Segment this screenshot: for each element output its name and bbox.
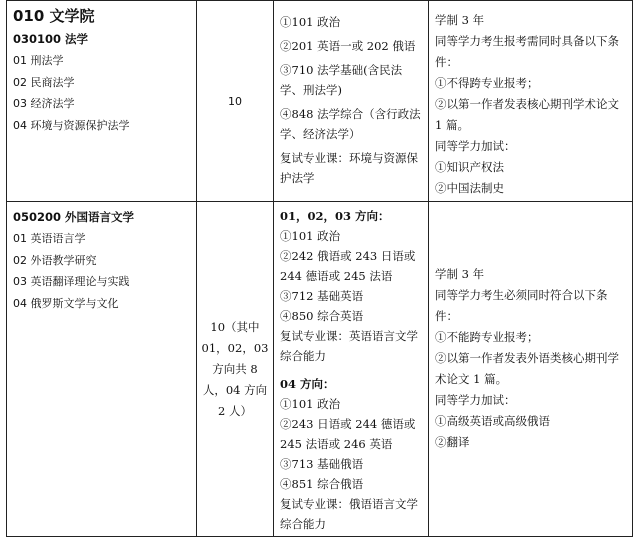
exam-item: ③712 基础英语 (280, 289, 364, 303)
note-line: 同等学力加试： (435, 393, 516, 407)
note-line: 学制 3 年 (435, 267, 485, 281)
note-line: ①不得跨专业报考； (435, 76, 539, 90)
direction-item: 03 英语翻译理论与实践 (13, 275, 130, 288)
major-name: 030100 法学 (13, 32, 89, 46)
direction-item: 02 外语教学研究 (13, 253, 97, 267)
direction-item: 04 俄罗斯文学与文化 (13, 296, 119, 310)
notes-cell (429, 1, 633, 202)
exam-group-title: 01，02，03 方向： (280, 209, 390, 223)
exam-item: ①101 政治 (280, 397, 341, 411)
quota-cell: 10（其中 01，02，03 方向共 8 人，04 方向 2 人） (197, 202, 274, 537)
note-line: ②中国法制史 (435, 181, 504, 195)
note-line: ②以第一作者发表外语类核心期刊学术论文 1 篇。 (435, 351, 619, 386)
quota-cell: 10 (197, 1, 274, 202)
note-line: ①不能跨专业报考； (435, 330, 539, 344)
table-row (7, 202, 633, 537)
note-line: ①高级英语或高级俄语 (435, 414, 550, 428)
note-line: 同等学力加试： (435, 139, 516, 153)
exam-item: ②243 日语或 244 德语或 245 法语或 246 英语 (280, 417, 416, 451)
exam-cell (274, 1, 429, 202)
exam-item: ②242 俄语或 243 日语或 244 德语或 245 法语 (280, 249, 416, 283)
direction-item: 01 英语语言学 (13, 232, 86, 245)
note-line: 同等学力考生必须同时符合以下条件： (435, 288, 608, 323)
exam-item: ①101 政治 (280, 229, 341, 243)
direction-item: 01 刑法学 (13, 54, 64, 67)
note-line: ②以第一作者发表核心期刊学术论文 1 篇。 (435, 97, 619, 132)
exam-group-title: 04 方向： (280, 377, 335, 391)
note-line: ①知识产权法 (435, 160, 504, 174)
exam-item: 复试专业课：环境与资源保护法学 (280, 151, 418, 185)
direction-item: 03 经济法学 (13, 97, 75, 110)
exam-item: ④848 法学综合（含行政法学、经济法学） (280, 107, 421, 141)
major-cell (7, 1, 197, 202)
note-line: 同等学力考生报考需同时具备以下条件： (435, 34, 619, 69)
major-name: 050200 外国语言文学 (13, 210, 135, 224)
exam-item: ④850 综合英语 (280, 309, 364, 323)
exam-item: ①101 政治 (280, 15, 341, 29)
note-line: 学制 3 年 (435, 13, 485, 27)
exam-cell (274, 202, 429, 537)
exam-item: ③713 基础俄语 (280, 457, 364, 471)
exam-item: ②201 英语一或 202 俄语 (280, 39, 416, 53)
exam-item: ③710 法学基础(含民法学、刑法学) (280, 63, 403, 97)
notes-cell (429, 202, 633, 537)
exam-item: 复试专业课：英语语言文学综合能力 (280, 329, 418, 363)
exam-item: ④851 综合俄语 (280, 477, 364, 491)
major-cell (7, 202, 197, 537)
enrollment-table (6, 0, 633, 537)
college-title: 010 文学院 (13, 7, 95, 25)
exam-item: 复试专业课：俄语语言文学综合能力 (280, 497, 418, 531)
direction-item: 02 民商法学 (13, 75, 75, 89)
table-row (7, 1, 633, 202)
direction-item: 04 环境与资源保护法学 (13, 118, 130, 132)
note-line: ②翻译 (435, 435, 470, 449)
